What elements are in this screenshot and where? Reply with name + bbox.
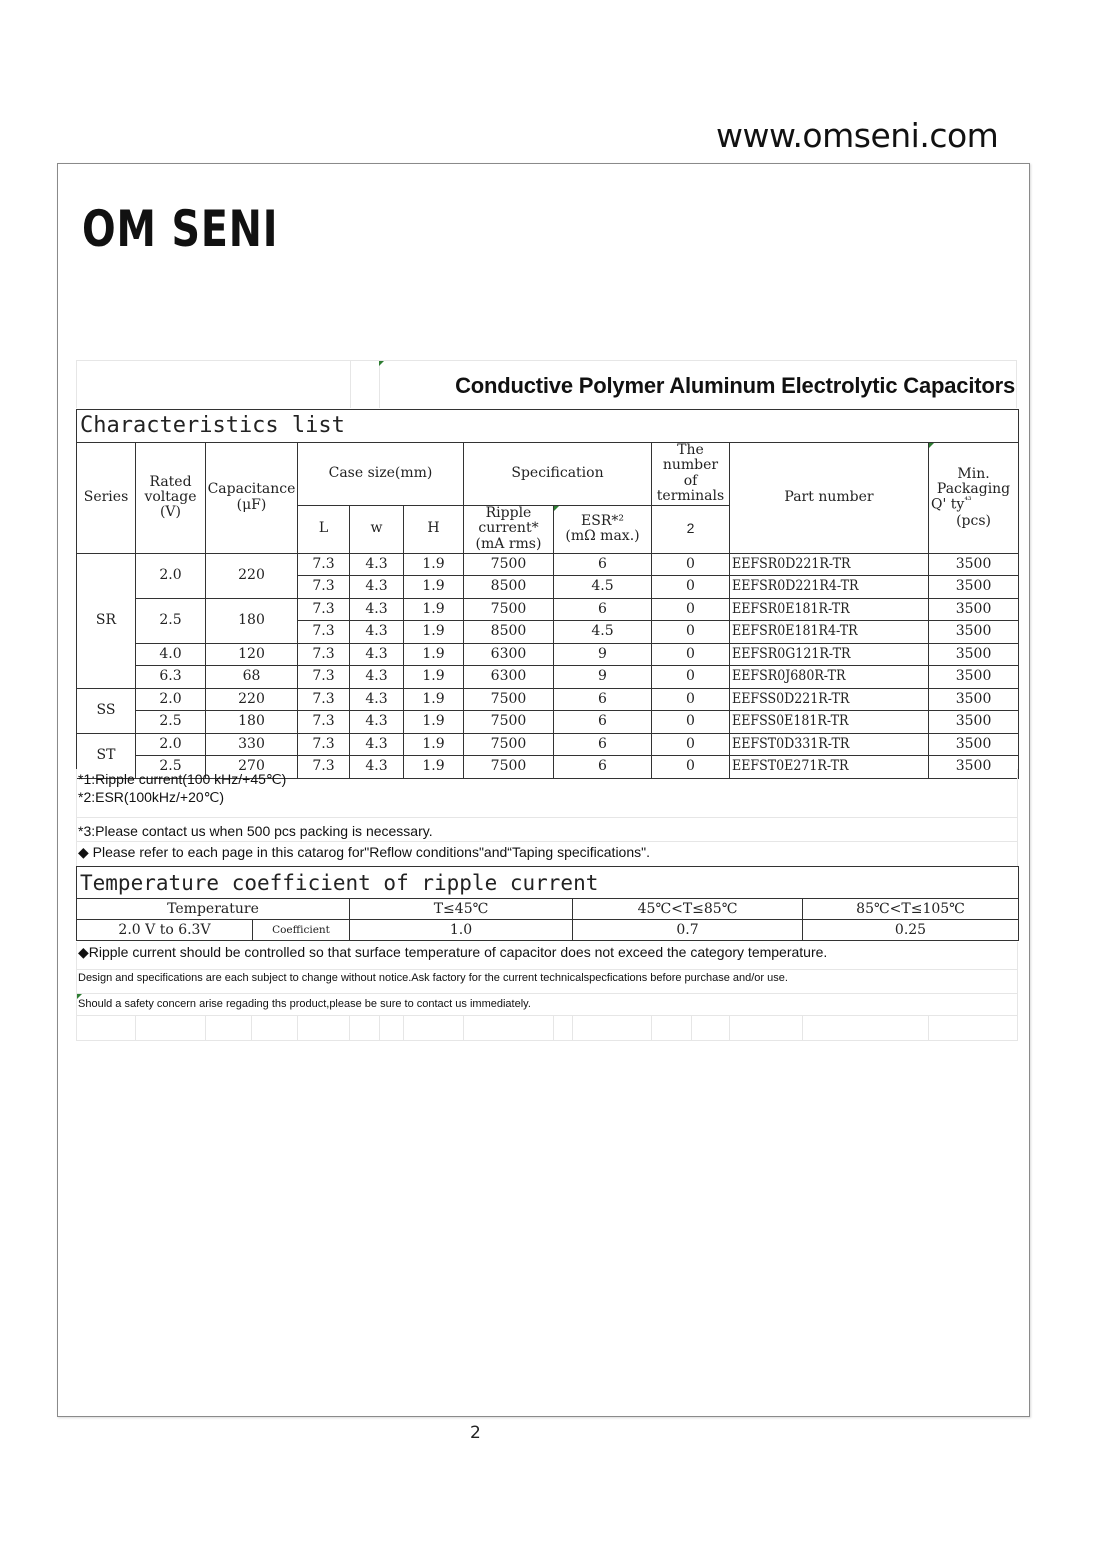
design-change-note: Design and specifications are each subject to change without notice.Ask factory for the current technicalspecfications before purchase and/or use. [78, 972, 788, 984]
case-h-cell: 1.9 [404, 688, 464, 711]
terminals-cell: 0 [652, 711, 730, 734]
case-l-cell: 7.3 [298, 688, 350, 711]
case-l-cell: 7.3 [298, 553, 350, 576]
grid-line [802, 1015, 803, 1040]
header-text: Ripple [485, 505, 532, 521]
grid-line [651, 1015, 652, 1040]
header-esr [554, 505, 652, 553]
temp-range-3: 85℃<T≤105℃ [803, 899, 1019, 920]
rated-voltage-cell: 2.5 [136, 711, 206, 734]
capacitance-cell: 270 [206, 756, 298, 779]
footnote-1: *1:Ripple current(100 kHz/+45℃) [78, 771, 287, 787]
safety-note: Should a safety concern arise regading ths product,please be sure to contact us immediately. [78, 998, 531, 1010]
header-terminals [652, 443, 730, 506]
grid-line [135, 1015, 136, 1040]
terminals-cell: 0 [652, 553, 730, 576]
header-text: current* [478, 520, 539, 537]
case-h-cell: 1.9 [404, 666, 464, 689]
ripple-current-cell: 7500 [464, 553, 554, 576]
series-cell: ST [77, 733, 136, 778]
grid-line [572, 1015, 573, 1040]
capacitance-cell: 68 [206, 666, 298, 689]
header-text: Packaging [936, 481, 1011, 498]
header-text: (pcs) [956, 512, 991, 529]
header-text: Min. [957, 465, 990, 482]
header-series: Series [77, 443, 136, 554]
case-h-cell: 1.9 [404, 553, 464, 576]
rated-voltage-cell: 2.5 [136, 756, 206, 779]
case-l-cell: 7.3 [298, 621, 350, 644]
ripple-current-cell: 7500 [464, 756, 554, 779]
grid-divider [350, 361, 351, 408]
header-text: ESR*² [581, 512, 624, 529]
footnote-marker: ⁴³ [964, 496, 972, 507]
grid-line [1017, 942, 1018, 1040]
packaging-qty-cell: 3500 [929, 621, 1019, 644]
packaging-qty-cell: 3500 [929, 598, 1019, 621]
voltage-range: 2.0 V to 6.3V [77, 920, 253, 941]
table-row [77, 643, 1019, 666]
case-l-cell: 7.3 [298, 598, 350, 621]
cell-comment-marker [929, 443, 934, 448]
terminals-cell: 0 [652, 621, 730, 644]
packaging-qty-cell: 3500 [929, 553, 1019, 576]
header-text: (V) [159, 504, 182, 521]
cell-comment-marker [554, 506, 559, 511]
packaging-qty-cell: 3500 [929, 756, 1019, 779]
ripple-current-cell: 8500 [464, 576, 554, 599]
temp-range-1: T≤45℃ [350, 899, 573, 920]
rated-voltage-cell: 4.0 [136, 643, 206, 666]
header-text: Capacitance [207, 481, 296, 498]
ripple-temperature-note: ◆Ripple current should be controlled so that surface temperature of capacitor does not exceed the category temperature. [78, 944, 828, 960]
part-number-cell: EEFST0E271R-TR [730, 756, 929, 779]
rated-voltage-cell: 2.5 [136, 598, 206, 643]
rated-voltage-cell: 2.0 [136, 553, 206, 598]
part-number-cell: EEFSR0E181R-TR [730, 598, 929, 621]
grid-line [403, 1015, 404, 1040]
capacitance-cell: 330 [206, 733, 298, 756]
case-h-cell: 1.9 [404, 576, 464, 599]
header-text: (mΩ max.) [565, 528, 640, 545]
esr-cell: 6 [554, 553, 652, 576]
packaging-qty-cell: 3500 [929, 576, 1019, 599]
grid-line [76, 841, 1018, 842]
header-text: (μF) [236, 496, 267, 513]
terminals-cell: 0 [652, 688, 730, 711]
header-rated-voltage [136, 443, 206, 554]
website-url: www.omseni.com [716, 116, 999, 155]
rated-voltage-cell: 6.3 [136, 666, 206, 689]
grid-divider [379, 361, 380, 408]
header-specification: Specification [464, 443, 652, 506]
case-w-cell: 4.3 [350, 643, 404, 666]
esr-cell: 4.5 [554, 621, 652, 644]
coefficient-3: 0.25 [803, 920, 1019, 941]
header-text: Q' ty [931, 497, 965, 514]
part-number-cell: EEFSR0J680R-TR [730, 666, 929, 689]
capacitance-cell: 180 [206, 598, 298, 643]
part-number-cell: EEFSR0G121R-TR [730, 643, 929, 666]
case-h-cell: 1.9 [404, 711, 464, 734]
terminals-cell: 0 [652, 756, 730, 779]
grid-line [349, 1015, 350, 1040]
page-number: 2 [470, 1423, 481, 1443]
table-row [77, 666, 1019, 689]
series-cell: SR [77, 553, 136, 688]
case-l-cell: 7.3 [298, 756, 350, 779]
rated-voltage-cell: 2.0 [136, 688, 206, 711]
capacitance-cell: 220 [206, 688, 298, 711]
esr-cell: 9 [554, 666, 652, 689]
case-l-cell: 7.3 [298, 711, 350, 734]
grid-line [729, 1015, 730, 1040]
packaging-qty-cell: 3500 [929, 688, 1019, 711]
header-packaging [929, 443, 1019, 554]
esr-cell: 6 [554, 756, 652, 779]
coefficient-2: 0.7 [573, 920, 803, 941]
header-case-w: w [350, 505, 404, 553]
terminals-count: 2 [652, 505, 730, 553]
header-case-l: L [298, 505, 350, 553]
table-row [77, 733, 1019, 756]
case-h-cell: 1.9 [404, 598, 464, 621]
capacitance-cell: 220 [206, 553, 298, 598]
esr-cell: 6 [554, 711, 652, 734]
header-part-number: Part number [730, 443, 929, 554]
header-temperature: Temperature [77, 899, 350, 920]
header-text: Rated [149, 473, 192, 490]
grid-line [76, 993, 1018, 994]
table-row [77, 598, 1019, 621]
document-title: Conductive Polymer Aluminum Electrolytic Capacitors [455, 373, 1015, 398]
packaging-qty-cell: 3500 [929, 643, 1019, 666]
ripple-current-cell: 7500 [464, 598, 554, 621]
esr-cell: 6 [554, 733, 652, 756]
header-text: (mA rms) [475, 535, 542, 552]
grid-line [76, 817, 1018, 818]
temp-range-2: 45℃<T≤85℃ [573, 899, 803, 920]
case-h-cell: 1.9 [404, 756, 464, 779]
terminals-cell: 0 [652, 733, 730, 756]
header-text: The number [662, 442, 719, 474]
header-text: voltage [144, 489, 197, 506]
reflow-taping-note: ◆ Please refer to each page in this catarog for"Reflow conditions"and“Taping specifications". [78, 844, 650, 860]
packaging-qty-cell: 3500 [929, 711, 1019, 734]
rated-voltage-cell: 2.0 [136, 733, 206, 756]
grid-line [297, 1015, 298, 1040]
grid-line [76, 1040, 1018, 1041]
packaging-qty-cell: 3500 [929, 733, 1019, 756]
ripple-current-cell: 6300 [464, 666, 554, 689]
characteristics-table [76, 409, 1019, 779]
section-title-temperature: Temperature coefficient of ripple current [77, 867, 1019, 899]
part-number-cell: EEFSR0D221R-TR [730, 553, 929, 576]
grid-line [379, 1015, 380, 1040]
table-row [77, 711, 1019, 734]
case-l-cell: 7.3 [298, 576, 350, 599]
ripple-current-cell: 7500 [464, 711, 554, 734]
header-ripple-current [464, 505, 554, 553]
case-w-cell: 4.3 [350, 598, 404, 621]
packaging-qty-cell: 3500 [929, 666, 1019, 689]
case-h-cell: 1.9 [404, 733, 464, 756]
case-w-cell: 4.3 [350, 756, 404, 779]
terminals-cell: 0 [652, 643, 730, 666]
coefficient-1: 1.0 [350, 920, 573, 941]
case-w-cell: 4.3 [350, 688, 404, 711]
case-h-cell: 1.9 [404, 643, 464, 666]
part-number-cell: EEFSS0E181R-TR [730, 711, 929, 734]
grid-line [76, 942, 77, 1040]
case-l-cell: 7.3 [298, 643, 350, 666]
grid-line [463, 1015, 464, 1040]
header-capacitance [206, 443, 298, 554]
ripple-current-cell: 7500 [464, 688, 554, 711]
cell-comment-marker [379, 361, 384, 366]
grid-line [691, 1015, 692, 1040]
section-title-characteristics: Characteristics list [77, 410, 1019, 443]
terminals-cell: 0 [652, 598, 730, 621]
grid-line [1017, 769, 1018, 866]
case-w-cell: 4.3 [350, 733, 404, 756]
grid-line [76, 969, 1018, 970]
case-w-cell: 4.3 [350, 711, 404, 734]
case-h-cell: 1.9 [404, 621, 464, 644]
capacitance-cell: 180 [206, 711, 298, 734]
case-w-cell: 4.3 [350, 621, 404, 644]
esr-cell: 6 [554, 688, 652, 711]
case-w-cell: 4.3 [350, 576, 404, 599]
part-number-cell: EEFST0D331R-TR [730, 733, 929, 756]
case-l-cell: 7.3 [298, 733, 350, 756]
grid-line [553, 1015, 554, 1040]
table-row [77, 553, 1019, 576]
terminals-cell: 0 [652, 576, 730, 599]
series-cell: SS [77, 688, 136, 733]
header-case-h: H [404, 505, 464, 553]
grid-line [76, 769, 77, 866]
terminals-cell: 0 [652, 666, 730, 689]
esr-cell: 9 [554, 643, 652, 666]
grid-line [205, 1015, 206, 1040]
ripple-current-cell: 7500 [464, 733, 554, 756]
header-text: of terminals [656, 472, 725, 505]
temperature-coefficient-table [76, 866, 1019, 941]
capacitance-cell: 120 [206, 643, 298, 666]
esr-cell: 6 [554, 598, 652, 621]
header-case-size: Case size(mm) [298, 443, 464, 506]
coefficient-label: Coefficient [253, 920, 350, 941]
document-title-row [76, 360, 1017, 408]
case-w-cell: 4.3 [350, 553, 404, 576]
esr-cell: 4.5 [554, 576, 652, 599]
case-w-cell: 4.3 [350, 666, 404, 689]
company-logo: OM SENI [82, 200, 279, 258]
grid-line [928, 1015, 929, 1040]
grid-line [251, 1015, 252, 1040]
part-number-cell: EEFSS0D221R-TR [730, 688, 929, 711]
ripple-current-cell: 6300 [464, 643, 554, 666]
ripple-current-cell: 8500 [464, 621, 554, 644]
table-row [77, 688, 1019, 711]
footnote-2: *2:ESR(100kHz/+20℃) [78, 789, 225, 805]
part-number-cell: EEFSR0E181R4-TR [730, 621, 929, 644]
case-l-cell: 7.3 [298, 666, 350, 689]
grid-line [76, 1015, 1018, 1016]
footnote-3: *3:Please contact us when 500 pcs packing is necessary. [78, 823, 433, 839]
part-number-cell: EEFSR0D221R4-TR [730, 576, 929, 599]
